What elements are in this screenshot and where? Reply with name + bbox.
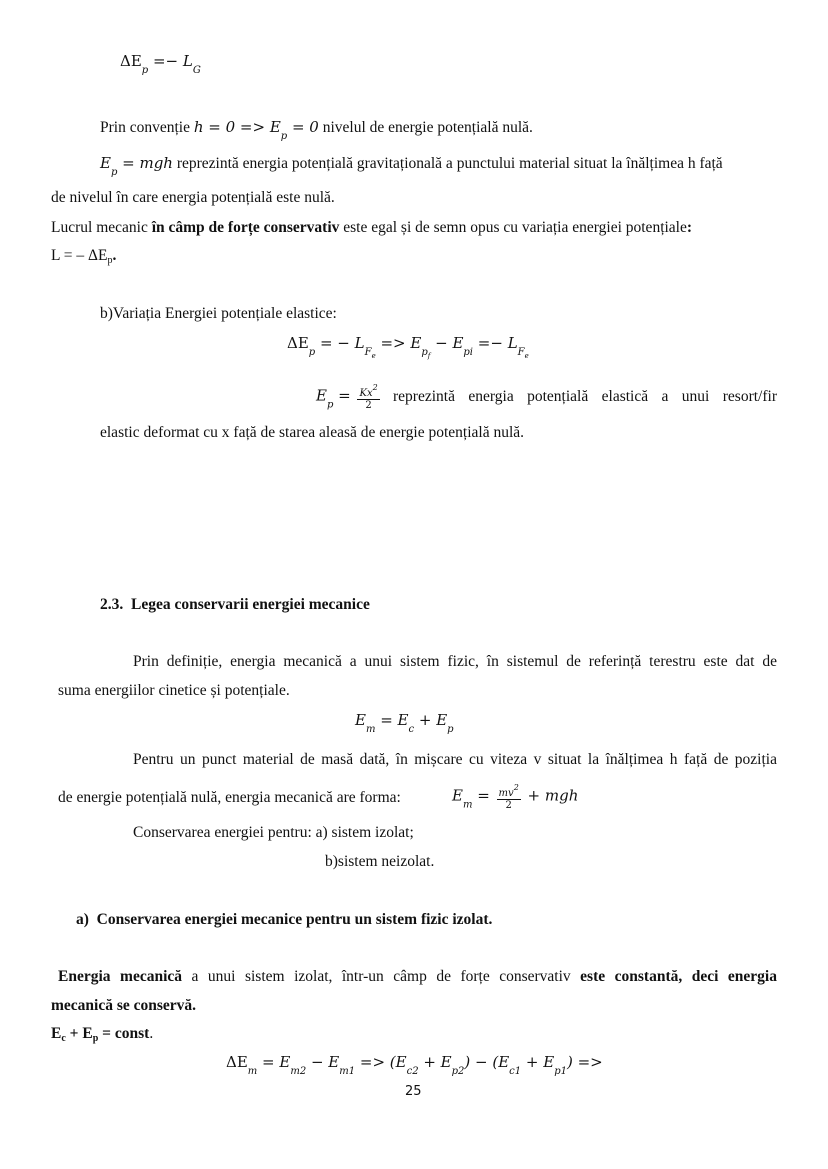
math-sub: c	[408, 724, 415, 735]
math: = − L	[315, 334, 365, 352]
elastic-heading: b)Variația Energiei potențiale elastice:	[100, 305, 337, 322]
gravitational-paragraph-line2: de nivelul în care energia potențială este nulă.	[51, 189, 335, 206]
math-sub: p	[280, 131, 288, 142]
bold-text: :	[686, 219, 693, 236]
elastic-energy-formula	[316, 382, 382, 411]
math: h = 0 => E	[193, 118, 281, 136]
elastic-energy-line1	[316, 382, 777, 411]
math: E	[452, 786, 463, 805]
math: + E	[418, 1053, 452, 1071]
text: de energie potențială nulă, energia mecanică are forma:	[58, 789, 401, 806]
text: nivelul de energie potențială nulă.	[318, 119, 533, 136]
equation-delta-ep	[120, 52, 201, 76]
cases-line2: b)sistem neizolat.	[325, 853, 435, 870]
section-number: 2.3.	[100, 596, 124, 613]
math: ΔE	[287, 334, 309, 352]
math: = E	[375, 711, 409, 729]
eq-text: ΔE	[120, 52, 142, 70]
cases-line1: Conservarea energiei pentru: a) sistem izolat;	[133, 824, 414, 841]
sub: p	[92, 1033, 99, 1044]
math: E	[100, 154, 111, 172]
math-sub: c1	[509, 1066, 522, 1077]
isolated-line1	[58, 968, 777, 986]
text: = const	[98, 1025, 150, 1042]
math-sub: p1	[554, 1066, 567, 1077]
text: este egal și de semn opus cu variația energiei potențiale	[339, 219, 687, 236]
math: => (E	[355, 1053, 407, 1071]
math-sub: e	[524, 352, 529, 360]
section-heading	[100, 596, 370, 614]
math-sub: m1	[339, 1066, 356, 1077]
subsection-label: a)	[76, 911, 89, 928]
denominator: 2	[365, 400, 372, 411]
constant-formula	[51, 1025, 153, 1044]
conservative-paragraph	[51, 219, 692, 237]
page-number: 25	[405, 1084, 422, 1099]
math-sub: c2	[406, 1066, 419, 1077]
numerator: mv	[498, 788, 514, 799]
math: => E	[375, 334, 422, 352]
elastic-energy-line2: elastic deformat cu x față de starea aleasă de energie potențială nulă.	[100, 424, 525, 441]
eq-sub: G	[192, 65, 201, 76]
math: = mgh	[117, 154, 173, 172]
math-sub: f	[427, 352, 431, 360]
subsection-heading	[76, 911, 492, 929]
math: = E	[257, 1053, 291, 1071]
text: reprezintă energia potențială elastică a unui resort/fir	[393, 387, 777, 405]
math: E	[355, 711, 366, 729]
math: =− L	[473, 334, 518, 352]
math-sub: p	[326, 399, 334, 411]
math: ) =>	[566, 1053, 603, 1071]
text: reprezintă energia potențială gravitațională a punctului material situat la înălțimea h față	[172, 155, 723, 172]
fraction	[357, 382, 379, 411]
isolated-line2: mecanică se conservă.	[51, 997, 197, 1014]
math-sub: p	[421, 347, 428, 358]
math-sub: F	[364, 347, 372, 358]
superscript: 2	[513, 783, 519, 792]
math: E	[316, 386, 327, 405]
math: =	[472, 786, 495, 805]
mechanical-energy-formula	[452, 782, 578, 811]
sub: p	[107, 255, 113, 266]
sub: c	[61, 1033, 66, 1044]
gravitational-paragraph-line1	[100, 154, 777, 178]
math-sub: m	[365, 724, 376, 735]
math-sub: pi	[463, 347, 474, 358]
math: + E	[521, 1053, 555, 1071]
math-sub: m	[462, 799, 473, 811]
math-sub: e	[371, 352, 376, 360]
text: + E	[65, 1025, 93, 1042]
delta-em-equation	[226, 1053, 603, 1077]
math: − E	[430, 334, 464, 352]
text: E	[51, 1025, 62, 1042]
math: ΔE	[226, 1053, 248, 1071]
eq-text: =− L	[148, 52, 193, 70]
math: = 0	[287, 118, 319, 136]
math-sub: p2	[451, 1066, 465, 1077]
text: Prin convenție	[100, 119, 194, 136]
conservative-formula	[51, 247, 116, 266]
definition-line2: suma energiilor cinetice și potențiale.	[58, 682, 290, 699]
point-material-line2	[58, 789, 401, 807]
text: Lucrul mecanic	[51, 219, 152, 236]
text: .	[149, 1025, 154, 1042]
text: .	[112, 247, 117, 264]
math-sub: F	[517, 347, 525, 358]
fraction	[497, 782, 521, 811]
math-sub: m	[247, 1066, 258, 1077]
math: − E	[306, 1053, 340, 1071]
bold-text: este constantă, deci energia	[580, 968, 777, 985]
math-sub: p	[110, 167, 118, 178]
math: + E	[414, 711, 448, 729]
denominator: 2	[505, 800, 512, 811]
point-material-line1: Pentru un punct material de masă dată, în mișcare cu viteza v situat la înălțimea h față de poziția	[133, 751, 777, 768]
bold-text: în câmp de forțe conservativ	[151, 219, 340, 236]
math-sub: p	[308, 347, 316, 358]
math: + mgh	[522, 786, 579, 805]
math-sub: p	[447, 724, 454, 735]
math-sub: m2	[290, 1066, 307, 1077]
convention-paragraph	[100, 118, 533, 142]
superscript: 2	[372, 383, 378, 392]
numerator: Kx	[359, 388, 373, 399]
math: ) − (E	[464, 1053, 510, 1071]
elastic-equation	[287, 334, 529, 360]
text: a unui sistem izolat, într-un câmp de forțe conservativ	[182, 968, 581, 985]
mechanical-energy-equation	[355, 711, 454, 735]
text: L = – ΔE	[51, 247, 108, 264]
bold-text: Energia mecanică	[58, 968, 183, 985]
math: =	[333, 386, 356, 405]
definition-line1: Prin definiție, energia mecanică a unui sistem fizic, în sistemul de referință terestru este dat de	[133, 653, 777, 670]
section-title: Legea conservarii energiei mecanice	[131, 596, 370, 613]
eq-sub: p	[141, 65, 149, 76]
subsection-title: Conservarea energiei mecanice pentru un sistem fizic izolat.	[96, 911, 493, 928]
